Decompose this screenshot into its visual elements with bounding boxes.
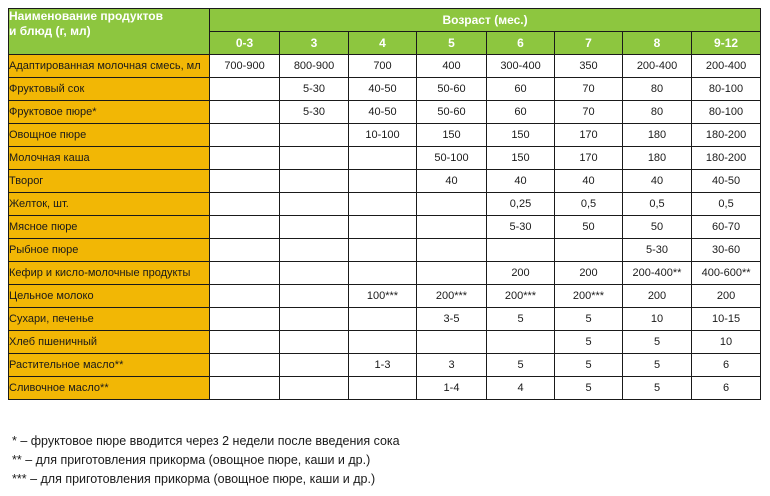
table-row	[9, 308, 761, 331]
table-row	[9, 101, 761, 124]
table-cell	[210, 239, 280, 262]
table-cell: 50-60	[417, 78, 487, 101]
table-cell	[210, 78, 280, 101]
table-cell: 10-15	[692, 308, 761, 331]
table-row	[9, 170, 761, 193]
row-label: Сухари, печенье	[9, 308, 210, 331]
table-cell: 1-4	[417, 377, 487, 400]
table-cell: 80	[623, 101, 692, 124]
table-cell: 170	[555, 147, 623, 170]
table-cell: 50-100	[417, 147, 487, 170]
age-col-header: 8	[623, 32, 692, 55]
table-cell	[210, 101, 280, 124]
table-cell: 170	[555, 124, 623, 147]
table-cell: 40-50	[349, 78, 417, 101]
row-label: Рыбное пюре	[9, 239, 210, 262]
table-cell	[349, 170, 417, 193]
table-cell	[210, 308, 280, 331]
table-cell	[280, 124, 349, 147]
table-cell	[280, 216, 349, 239]
table-cell: 350	[555, 55, 623, 78]
table-row	[9, 285, 761, 308]
table-cell: 5	[623, 377, 692, 400]
table-cell	[210, 331, 280, 354]
age-col-header: 7	[555, 32, 623, 55]
table-cell: 10	[623, 308, 692, 331]
table-cell: 10-100	[349, 124, 417, 147]
row-label: Фруктовое пюре*	[9, 101, 210, 124]
table-cell: 70	[555, 78, 623, 101]
table-cell: 200	[555, 262, 623, 285]
table-cell	[280, 193, 349, 216]
table-cell: 0,5	[692, 193, 761, 216]
table-cell	[349, 262, 417, 285]
table-cell: 150	[487, 124, 555, 147]
table-cell	[349, 331, 417, 354]
age-header: Возраст (мес.)	[210, 9, 761, 32]
footnotes	[12, 432, 400, 489]
table-cell: 50	[623, 216, 692, 239]
table-cell	[349, 308, 417, 331]
table-row	[9, 78, 761, 101]
table-cell: 5-30	[280, 101, 349, 124]
table-cell: 4	[487, 377, 555, 400]
table-cell	[210, 124, 280, 147]
table-cell: 700	[349, 55, 417, 78]
table-cell: 180-200	[692, 147, 761, 170]
table-cell: 80	[623, 78, 692, 101]
table-cell: 3	[417, 354, 487, 377]
table-cell: 200***	[417, 285, 487, 308]
row-label: Мясное пюре	[9, 216, 210, 239]
table-cell	[280, 262, 349, 285]
age-col-header: 3	[280, 32, 349, 55]
table-cell: 0,5	[623, 193, 692, 216]
table-cell	[487, 331, 555, 354]
table-cell	[210, 377, 280, 400]
table-cell	[210, 147, 280, 170]
row-label: Молочная каша	[9, 147, 210, 170]
table-cell: 3-5	[417, 308, 487, 331]
table-cell	[349, 216, 417, 239]
table-cell: 70	[555, 101, 623, 124]
table-cell	[417, 262, 487, 285]
table-cell	[210, 216, 280, 239]
table-cell: 0,5	[555, 193, 623, 216]
table-cell: 40	[623, 170, 692, 193]
row-label: Фруктовый сок	[9, 78, 210, 101]
table-cell: 30-60	[692, 239, 761, 262]
table-cell: 180	[623, 124, 692, 147]
table-cell: 200***	[555, 285, 623, 308]
table-cell	[487, 239, 555, 262]
table-cell: 40	[555, 170, 623, 193]
row-label: Кефир и кисло-молочные продукты	[9, 262, 210, 285]
row-label: Цельное молоко	[9, 285, 210, 308]
table-row	[9, 239, 761, 262]
table-cell: 5	[623, 331, 692, 354]
table-cell: 80-100	[692, 101, 761, 124]
row-label: Сливочное масло**	[9, 377, 210, 400]
table-cell: 150	[417, 124, 487, 147]
table-row	[9, 193, 761, 216]
age-col-header: 4	[349, 32, 417, 55]
row-label: Овощное пюре	[9, 124, 210, 147]
table-cell: 50-60	[417, 101, 487, 124]
table-cell: 200	[487, 262, 555, 285]
table-cell: 60-70	[692, 216, 761, 239]
table-cell: 200-400	[692, 55, 761, 78]
table-cell: 5	[555, 308, 623, 331]
table-cell: 5	[623, 354, 692, 377]
table-cell	[349, 377, 417, 400]
table-cell	[349, 239, 417, 262]
table-cell: 40-50	[349, 101, 417, 124]
table-cell	[417, 216, 487, 239]
table-cell	[417, 239, 487, 262]
age-col-header: 0-3	[210, 32, 280, 55]
table-cell: 150	[487, 147, 555, 170]
table-cell: 10	[692, 331, 761, 354]
footnote-3: *** – для приготовления прикорма (овощное пюре, каши и др.)	[12, 472, 376, 486]
row-label: Растительное масло**	[9, 354, 210, 377]
table-cell	[280, 147, 349, 170]
table-cell: 180	[623, 147, 692, 170]
table-cell: 6	[692, 377, 761, 400]
table-cell	[210, 262, 280, 285]
table-cell: 5	[555, 354, 623, 377]
table-cell: 800-900	[280, 55, 349, 78]
table-cell: 200	[623, 285, 692, 308]
table-cell: 5	[555, 331, 623, 354]
corner-header-line2: и блюд (г, мл)	[9, 24, 91, 38]
table-cell: 60	[487, 101, 555, 124]
footnote-1: * – фруктовое пюре вводится через 2 недели после введения сока	[12, 434, 400, 448]
table-row	[9, 377, 761, 400]
table-cell: 5-30	[280, 78, 349, 101]
table-row	[9, 124, 761, 147]
table-cell: 50	[555, 216, 623, 239]
row-label: Адаптированная молочная смесь, мл	[9, 55, 210, 78]
table-row	[9, 55, 761, 78]
table-cell: 200-400	[623, 55, 692, 78]
table-cell	[210, 354, 280, 377]
row-label: Творог	[9, 170, 210, 193]
table-cell	[349, 147, 417, 170]
feeding-table	[8, 8, 761, 400]
table-cell: 40	[417, 170, 487, 193]
table-cell	[280, 308, 349, 331]
table-cell	[280, 170, 349, 193]
table-cell	[555, 239, 623, 262]
table-cell	[417, 331, 487, 354]
table-cell: 80-100	[692, 78, 761, 101]
table-cell	[417, 193, 487, 216]
table-cell	[280, 354, 349, 377]
table-cell: 40	[487, 170, 555, 193]
table-cell	[280, 285, 349, 308]
table-cell: 5	[487, 354, 555, 377]
table-cell: 400-600**	[692, 262, 761, 285]
table-cell: 300-400	[487, 55, 555, 78]
table-cell: 6	[692, 354, 761, 377]
corner-header-line1: Наименование продуктов	[9, 9, 163, 23]
table-cell: 60	[487, 78, 555, 101]
table-cell	[280, 239, 349, 262]
table-body	[9, 55, 761, 400]
table-cell: 5	[487, 308, 555, 331]
age-col-header: 5	[417, 32, 487, 55]
table-cell: 700-900	[210, 55, 280, 78]
table-row	[9, 216, 761, 239]
table-cell: 40-50	[692, 170, 761, 193]
row-label: Желток, шт.	[9, 193, 210, 216]
table-cell	[280, 331, 349, 354]
table-cell: 200-400**	[623, 262, 692, 285]
row-label: Хлеб пшеничный	[9, 331, 210, 354]
table-row	[9, 262, 761, 285]
table-cell: 1-3	[349, 354, 417, 377]
footnote-2: ** – для приготовления прикорма (овощное пюре, каши и др.)	[12, 453, 371, 467]
table-cell	[210, 193, 280, 216]
table-cell: 5-30	[487, 216, 555, 239]
table-cell: 0,25	[487, 193, 555, 216]
table-cell: 400	[417, 55, 487, 78]
table-row	[9, 354, 761, 377]
age-col-header: 9-12	[692, 32, 761, 55]
table-cell	[210, 170, 280, 193]
table-cell: 5	[555, 377, 623, 400]
table-cell: 180-200	[692, 124, 761, 147]
table-cell	[280, 377, 349, 400]
table-cell	[210, 285, 280, 308]
table-cell: 5-30	[623, 239, 692, 262]
age-col-header: 6	[487, 32, 555, 55]
table-cell: 200***	[487, 285, 555, 308]
table-row	[9, 331, 761, 354]
table-cell: 100***	[349, 285, 417, 308]
corner-header	[9, 9, 210, 55]
table-row	[9, 147, 761, 170]
table-cell: 200	[692, 285, 761, 308]
table-cell	[349, 193, 417, 216]
